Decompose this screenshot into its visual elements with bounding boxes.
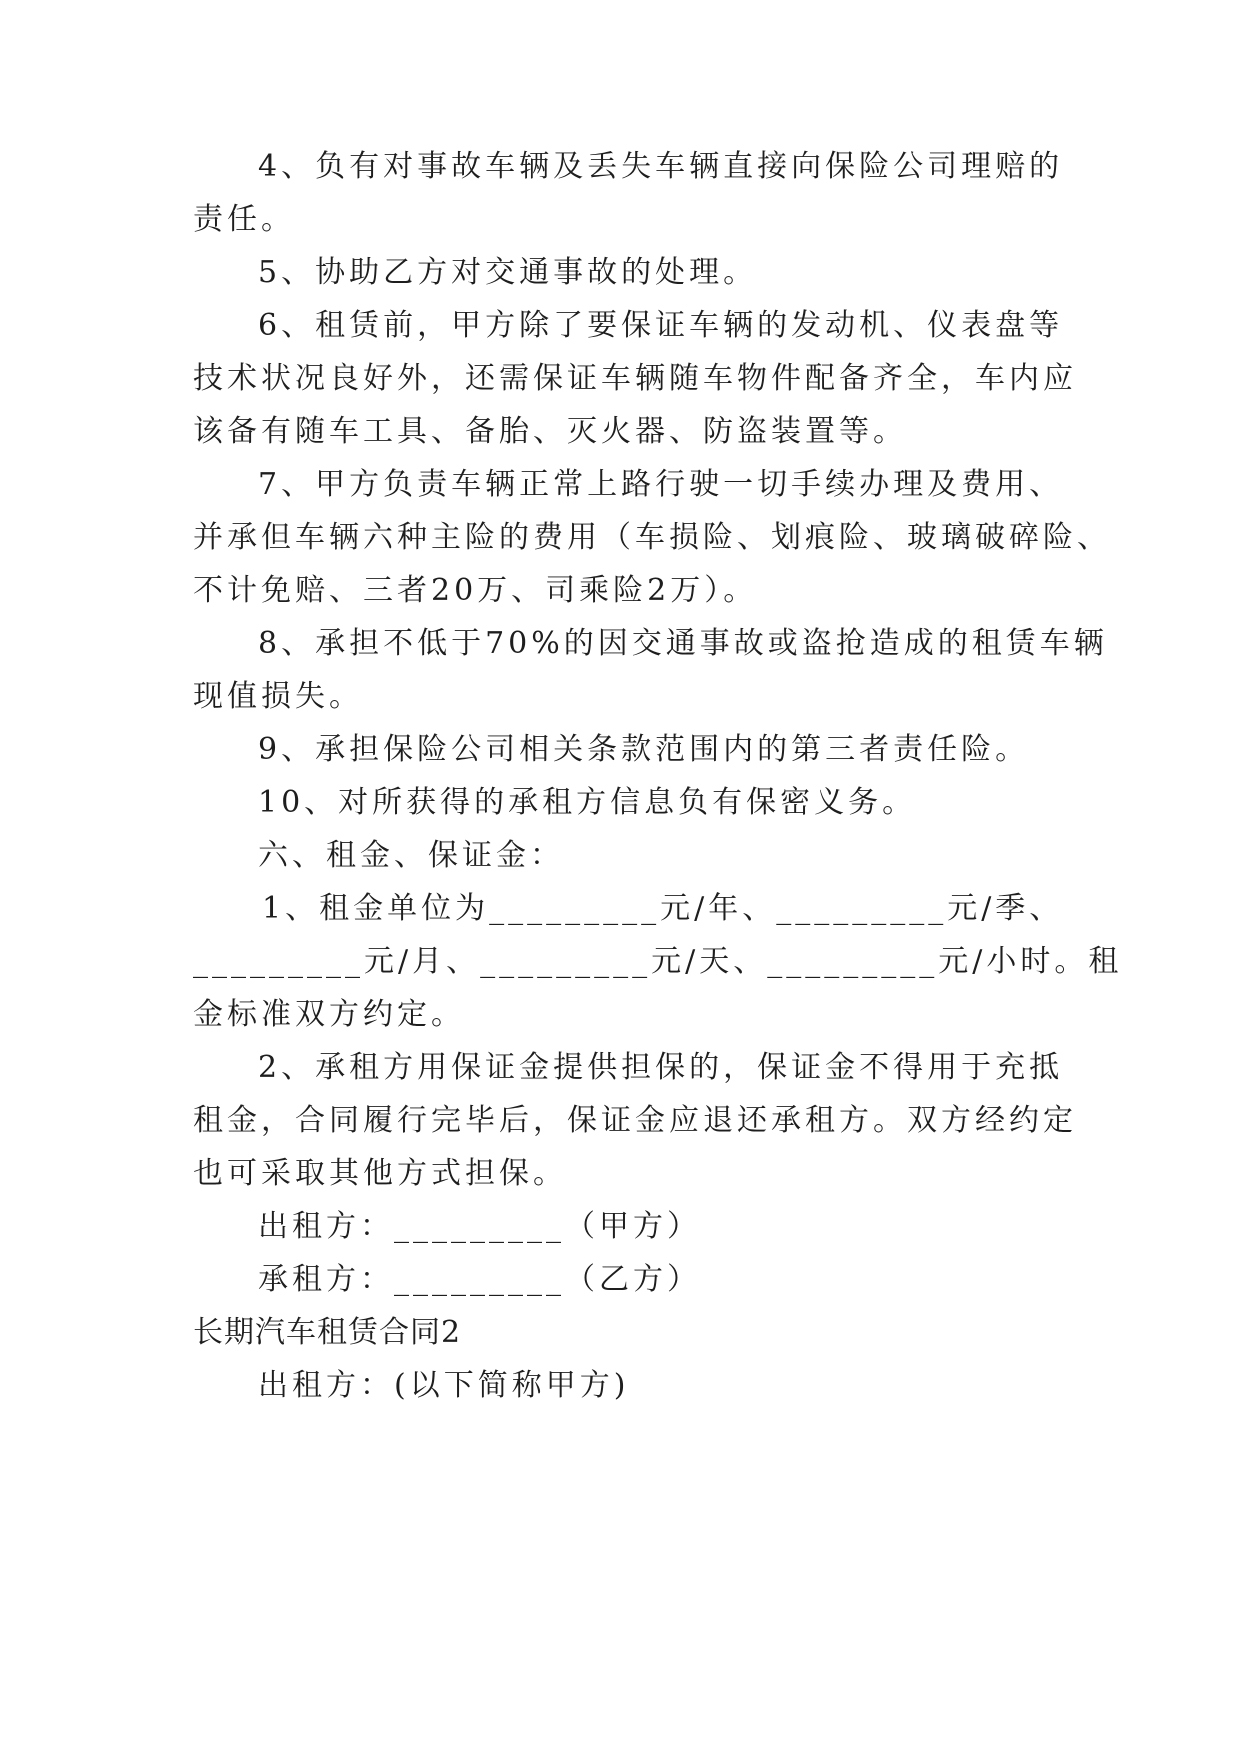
paragraph-line: 现值损失。	[193, 679, 363, 714]
paragraph-line: 8、承担不低于70%的因交通事故或盗抢造成的租赁车辆	[258, 626, 1108, 661]
paragraph-line: 租金，合同履行完毕后，保证金应退还承租方。双方经约定	[193, 1103, 1077, 1138]
paragraph-line: 10、对所获得的承租方信息负有保密义务。	[258, 785, 917, 820]
paragraph-line: 1、租金单位为_________元/年、_________元/季、	[262, 891, 1064, 926]
paragraph-line: 9、承担保险公司相关条款范围内的第三者责任险。	[258, 732, 1030, 767]
section-heading: 六、租金、保证金：	[258, 838, 564, 873]
paragraph-line: 7、甲方负责车辆正常上路行驶一切手续办理及费用、	[258, 467, 1064, 502]
paragraph-line: 并承但车辆六种主险的费用（车损险、划痕险、玻璃破碎险、	[193, 520, 1111, 555]
paragraph-line: 6、租赁前，甲方除了要保证车辆的发动机、仪表盘等	[258, 308, 1064, 343]
paragraph-line: 不计免赔、三者20万、司乘险2万）。	[193, 573, 758, 608]
paragraph-line: 该备有随车工具、备胎、灭火器、防盗装置等。	[193, 414, 907, 449]
lessor-signature-line: 出租方：_________（甲方）	[258, 1209, 701, 1244]
lessee-signature-line: 承租方：_________（乙方）	[258, 1262, 701, 1297]
paragraph-line: 5、协助乙方对交通事故的处理。	[258, 255, 758, 290]
paragraph-line: 2、承租方用保证金提供担保的，保证金不得用于充抵	[258, 1050, 1064, 1085]
paragraph-line: 出租方：(以下简称甲方)	[258, 1368, 630, 1403]
paragraph-line: 金标准双方约定。	[193, 997, 465, 1032]
paragraph-line: _________元/月、_________元/天、_________元/小时。租	[193, 944, 1123, 979]
paragraph-line: 也可采取其他方式担保。	[193, 1156, 567, 1191]
paragraph-line: 技术状况良好外，还需保证车辆随车物件配备齐全，车内应	[193, 361, 1077, 396]
paragraph-line: 责任。	[193, 202, 295, 237]
contract-title: 长期汽车租赁合同2	[193, 1315, 462, 1350]
paragraph-line: 4、负有对事故车辆及丢失车辆直接向保险公司理赔的	[258, 149, 1064, 184]
